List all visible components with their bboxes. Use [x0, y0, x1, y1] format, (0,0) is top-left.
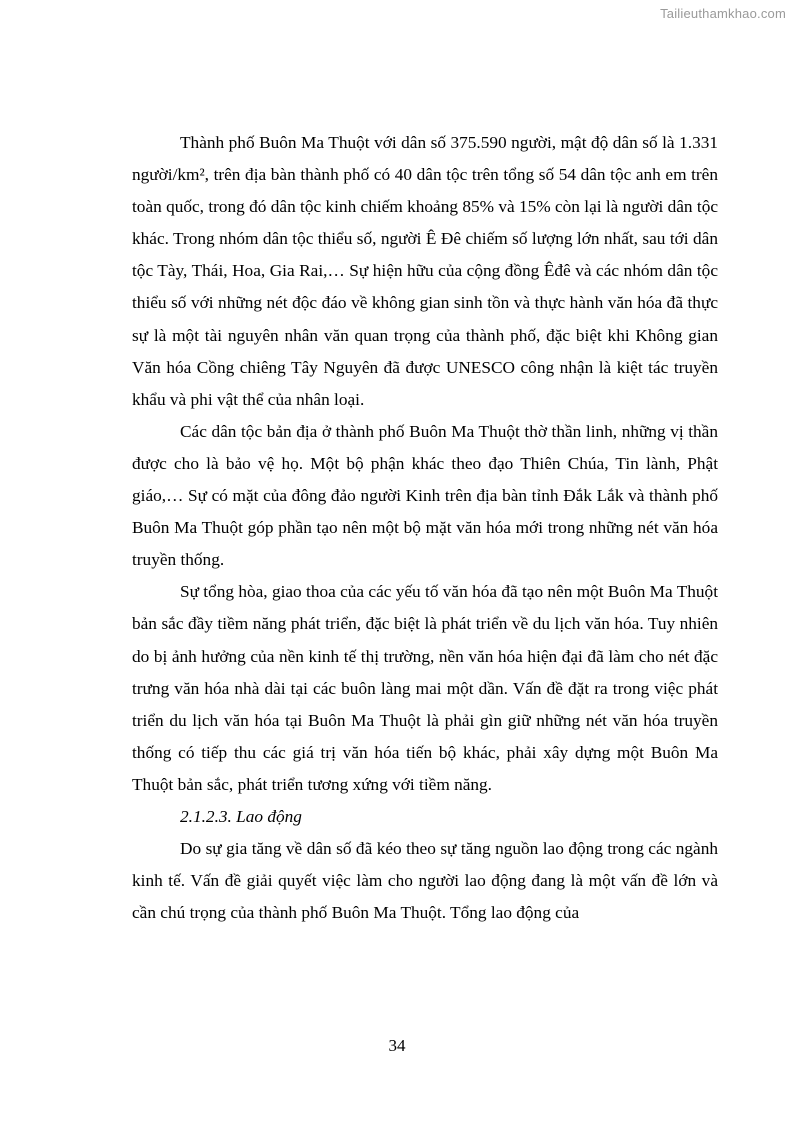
paragraph-population: Thành phố Buôn Ma Thuột với dân số 375.590 người, mật độ dân số là 1.331 người/km², trên địa bàn thành phố có 40 dân tộc trên tổng số 54 dân tộc anh em trên toàn quốc, trong đó dân tộc kinh chiếm khoảng 85% và 15% còn lại là người dân tộc khác. Trong nhóm dân tộc thiểu số, người Ê Đê chiếm số lượng lớn nhất, sau tới dân tộc Tày, Thái, Hoa, Gia Rai,… Sự hiện hữu của cộng đồng Êđê và các nhóm dân tộc thiểu số với những nét độc đáo về không gian sinh tồn và thực hành văn hóa đã thực sự là một tài nguyên nhân văn quan trọng của thành phố, đặc biệt khi Không gian Văn hóa Cồng chiêng Tây Nguyên đã được UNESCO công nhận là kiệt tác truyền khẩu và phi vật thể của nhân loại. [132, 133, 718, 409]
document-body [132, 127, 718, 929]
section-heading-labor: 2.1.2.3. Lao động [180, 806, 302, 826]
paragraph-religion: Các dân tộc bản địa ở thành phố Buôn Ma Thuột thờ thần linh, những vị thần được cho là bảo vệ họ. Một bộ phận khác theo đạo Thiên Chúa, Tin lành, Phật giáo,… Sự có mặt của đông đảo người Kinh trên địa bàn tỉnh Đắk Lắk và thành phố Buôn Ma Thuột góp phần tạo nên một bộ mặt văn hóa mới trong những nét văn hóa truyền thống. [132, 421, 718, 570]
paragraph-culture: Sự tổng hòa, giao thoa của các yếu tố văn hóa đã tạo nên một Buôn Ma Thuột bản sắc đầy tiềm năng phát triển, đặc biệt là phát triển về du lịch văn hóa. Tuy nhiên do bị ảnh hưởng của nền kinh tế thị trường, nền văn hóa hiện đại đã làm cho nét đặc trưng văn hóa nhà dài tại các buôn làng mai một dần. Vấn đề đặt ra trong việc phát triển du lịch văn hóa tại Buôn Ma Thuột là phải gìn giữ những nét văn hóa truyền thống có tiếp thu các giá trị văn hóa tiến bộ khác, phải xây dựng một Buôn Ma Thuột bản sắc, phát triển tương xứng với tiềm năng. [132, 582, 718, 794]
paragraph-labor: Do sự gia tăng về dân số đã kéo theo sự tăng nguồn lao động trong các ngành kinh tế. Vấn đề giải quyết việc làm cho người lao động đang là một vấn đề lớn và cần chú trọng của thành phố Buôn Ma Thuột. Tổng lao động của [132, 839, 718, 923]
watermark-text: Tailieuthamkhao.com [660, 6, 786, 21]
page-number: 34 [388, 1036, 406, 1055]
